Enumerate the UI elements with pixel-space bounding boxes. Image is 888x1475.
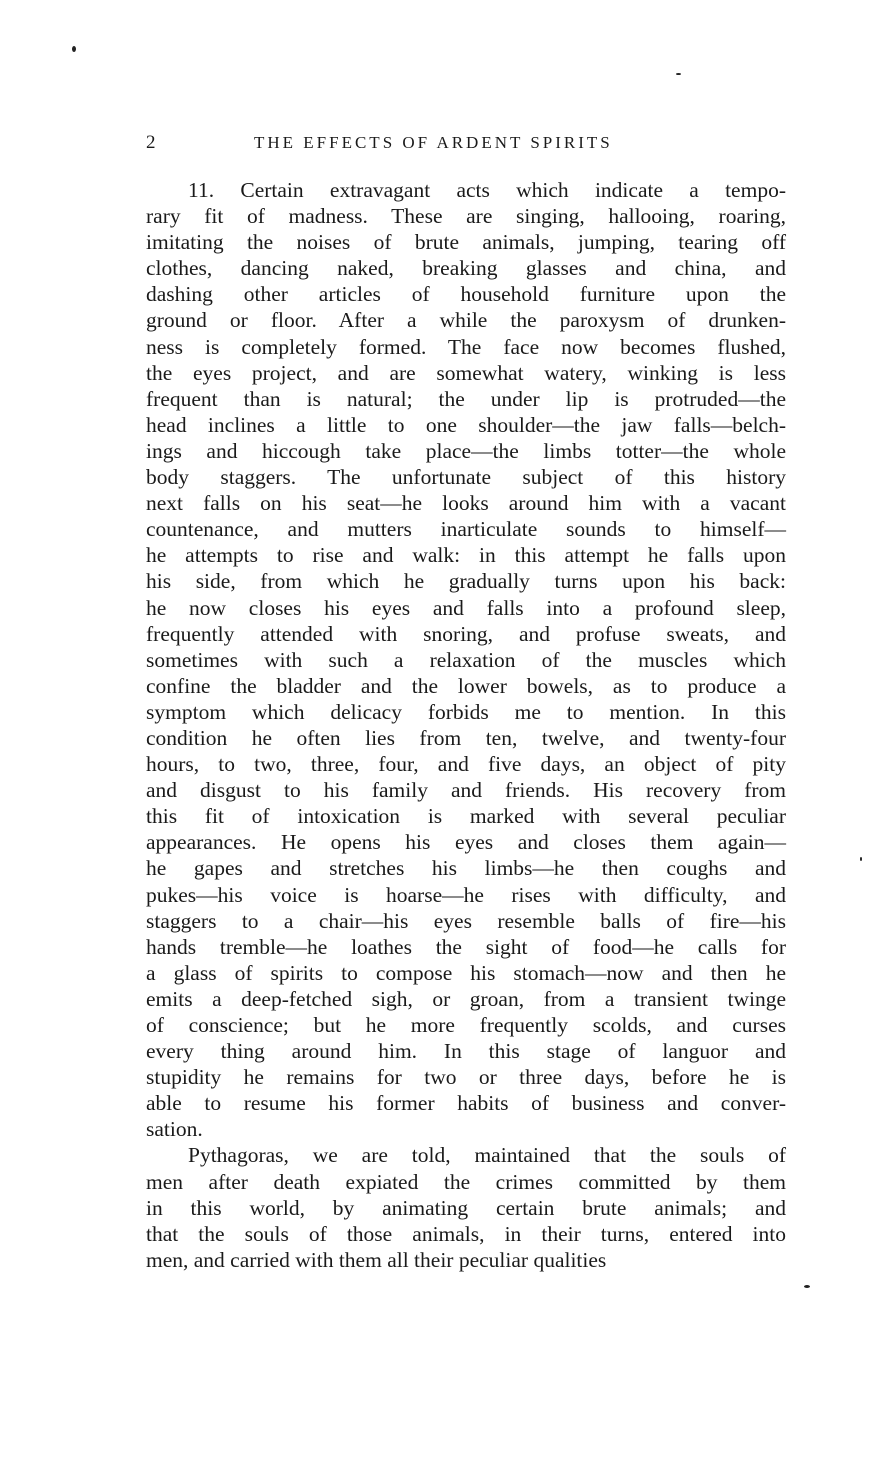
text-line: every thing around him. In this stage of languor and <box>146 1039 786 1064</box>
text-line: the eyes project, and are somewhat watery, winking is less <box>146 360 786 385</box>
paragraphs <box>146 177 786 1273</box>
text-line: clothes, dancing naked, breaking glasses and china, and <box>146 256 786 281</box>
text-line: sometimes with such a relaxation of the muscles which <box>146 647 786 672</box>
text-line: a glass of spirits to compose his stomach—now and then he <box>146 960 786 985</box>
text-line: men after death expiated the crimes committed by them <box>146 1169 786 1194</box>
text-line: ness is completely formed. The face now becomes flushed, <box>146 334 786 359</box>
text-line: he attempts to rise and walk: in this attempt he falls upon <box>146 543 786 568</box>
ink-speck <box>676 73 681 75</box>
page-number: 2 <box>146 132 156 153</box>
text-line: next falls on his seat—he looks around him with a vacant <box>146 491 786 516</box>
text-line: ground or floor. After a while the paroxysm of drunken- <box>146 308 786 333</box>
text-line: pukes—his voice is hoarse—he rises with difficulty, and <box>146 882 786 907</box>
text-line: symptom which delicacy forbids me to mention. In this <box>146 699 786 724</box>
text-line: that the souls of those animals, in their turns, entered into <box>146 1221 786 1246</box>
body-text <box>146 177 786 1273</box>
text-line: rary fit of madness. These are singing, hallooing, roaring, <box>146 204 786 229</box>
text-line: his side, from which he gradually turns upon his back: <box>146 569 786 594</box>
text-line: countenance, and mutters inarticulate sounds to himself— <box>146 517 786 542</box>
ink-speck <box>860 857 862 861</box>
text-line: 11. Certain extravagant acts which indicate a tempo- <box>188 178 786 202</box>
text-line: he gapes and stretches his limbs—he then coughs and <box>146 856 786 881</box>
text-line: this fit of intoxication is marked with several peculiar <box>146 804 786 829</box>
text-line: he now closes his eyes and falls into a profound sleep, <box>146 595 786 620</box>
text-line: sation. <box>146 1117 203 1142</box>
text-line: hours, to two, three, four, and five days, an object of pity <box>146 752 786 777</box>
text-line: frequently attended with snoring, and profuse sweats, and <box>146 621 786 646</box>
text-line: staggers to a chair—his eyes resemble balls of fire—his <box>146 908 786 933</box>
text-line: condition he often lies from ten, twelve, and twenty-four <box>146 725 786 750</box>
running-title: THE EFFECTS OF ARDENT SPIRITS <box>254 133 613 152</box>
text-line: confine the bladder and the lower bowels, as to produce a <box>146 673 786 698</box>
running-head <box>146 130 786 156</box>
ink-speck <box>804 1285 810 1288</box>
text-line: body staggers. The unfortunate subject of this history <box>146 465 786 490</box>
text-line: imitating the noises of brute animals, jumping, tearing off <box>146 230 786 255</box>
text-line: in this world, by animating certain brute animals; and <box>146 1195 786 1220</box>
text-line: ings and hiccough take place—the limbs totter—the whole <box>146 438 786 463</box>
ink-speck <box>72 46 76 52</box>
text-line: emits a deep-fetched sigh, or groan, from a transient twinge <box>146 986 786 1011</box>
paragraph <box>146 1142 786 1272</box>
paragraph <box>146 177 786 1142</box>
text-line: hands tremble—he loathes the sight of food—he calls for <box>146 934 786 959</box>
text-line: dashing other articles of household furniture upon the <box>146 282 786 307</box>
text-line: head inclines a little to one shoulder—the jaw falls—belch- <box>146 412 786 437</box>
text-line: able to resume his former habits of business and conver- <box>146 1091 786 1116</box>
text-line: men, and carried with them all their peculiar qualities <box>146 1247 607 1272</box>
text-line: frequent than is natural; the under lip is protruded—the <box>146 386 786 411</box>
text-line: and disgust to his family and friends. His recovery from <box>146 778 786 803</box>
text-line: appearances. He opens his eyes and closes them again— <box>146 830 786 855</box>
text-line: Pythagoras, we are told, maintained that the souls of <box>188 1143 786 1168</box>
text-line: of conscience; but he more frequently scolds, and curses <box>146 1013 786 1037</box>
text-line: stupidity he remains for two or three days, before he is <box>146 1065 786 1090</box>
